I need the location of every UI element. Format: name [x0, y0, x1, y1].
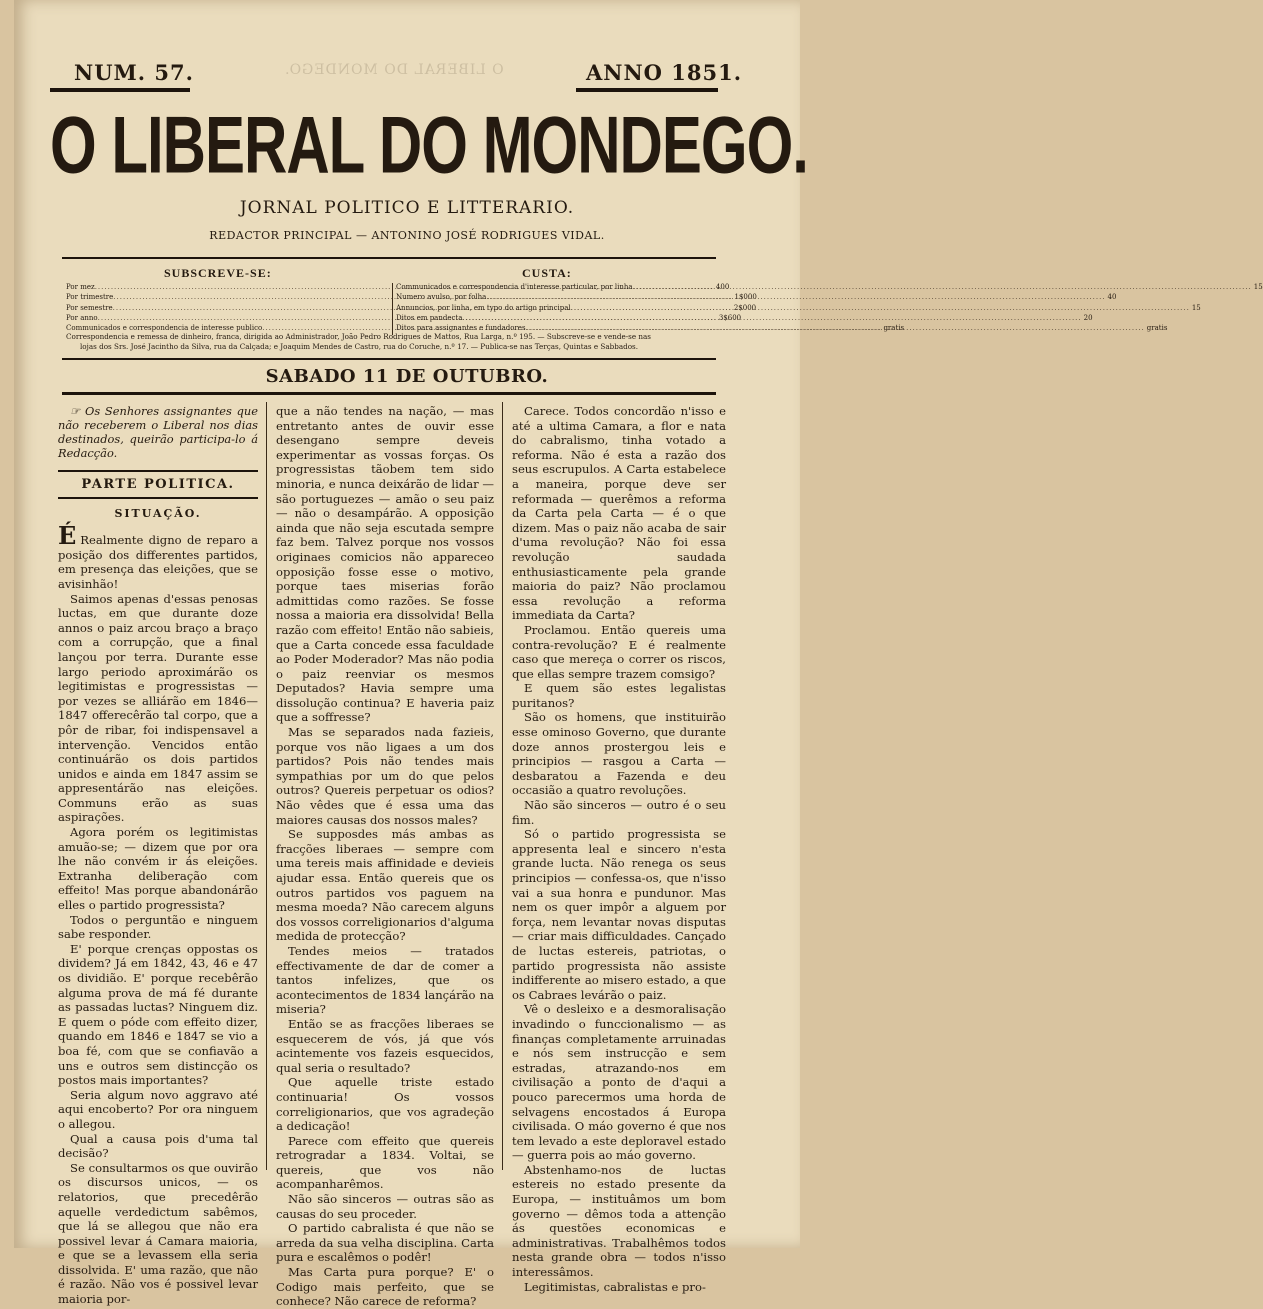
rule-below-date [62, 392, 716, 395]
paragraph: Agora porém os legitimistas amuão-se; — dizem que por ora lhe não convém ir ás eleições. Extranha deliberação com effeito! Mas porque abandonárão elles o partido progressista? [58, 825, 258, 913]
subscription-row: Por trimestre ..... 1$000 [66, 292, 388, 302]
correspondence-line: lojas dos Srs. José Jacintho da Silva, rua da Calçada; e Joaquim Mendes de Castro, rua do Coruche, n.º 17. — Publica-se nas Terças, Quintas e Sabbados. [80, 342, 639, 351]
article-title: SITUAÇÃO. [114, 506, 202, 520]
cost-row: Ditos em pandecta ..... 20 [396, 313, 724, 323]
paragraph: E' porque crenças oppostas os dividem? Já em 1842, 43, 46 e 47 os dividião. E' porque recebêrão alguma prova de má fé durante as passadas luctas? Ninguem diz. E quem o póde com effeito dizer, quando em 1846 e 1847 se vio a boa fé, com que se confiavão a uns e outros sem distincção os postos mais importantes? [58, 941, 258, 1088]
correspondence-note [66, 332, 726, 352]
column-1 [58, 404, 258, 1307]
dot-leader [633, 282, 1252, 292]
paragraph: Legitimistas, cabralistas e pro- [524, 1279, 706, 1294]
box-divider [392, 283, 393, 335]
paragraph: Que aquelle triste estado continuaria! Os vossos correligionarios, que vos agradeção a dedicação! [276, 1075, 494, 1134]
drop-cap: É [58, 521, 77, 551]
paragraph: Todos o perguntão e ninguem sabe responder. [58, 912, 258, 942]
masthead-subtitle: JORNAL POLITICO E LITTERARIO. [239, 198, 575, 218]
paragraph: que a não tendes na nação, — mas entretanto antes de ouvir esse desengano sempre deveis experimentar as vossas forças. Os progressistas tãobem tem sido minoria, e nunca deixárão de lidar — são portuguezes — amão o seu paiz — não o desampárão. A opposição ainda que não seja escutada sempre faz bem. Talvez porque nos vossos originaes comicios não appareceo opposição fosse esse o motivo, porque taes miserias forão admittidas como razões. Se fosse nossa a maioria era dissolvida! Bella razão com effeito! Então não sabieis, que a Carta concede essa faculdade ao Poder Moderador? Mas não podia o paiz reenviar os mesmos Deputados? Havia sempre uma dissolução continua? E haveria paiz que a soffresse? [276, 404, 494, 725]
section-title: PARTE POLITICA. [81, 477, 235, 492]
masthead-title: O LIBERAL DO MONDEGO. [50, 99, 808, 190]
paragraph: Não são sinceros — outras são as causas do seu proceder. [276, 1192, 494, 1221]
issue-date: SABADO 11 DE OUTUBRO. [265, 366, 549, 387]
column-divider-2 [502, 402, 503, 1170]
paragraph: Mas se separados nada fazieis, porque vos não ligaes a um dos partidos? Pois não tendes mais sympathias por um do que pelos outros? Quereis perpetuar os odios? Não vêdes que é essa uma das maiores causas dos nossos males? [276, 725, 494, 827]
paragraph: Vê o desleixo e a desmoralisação invadindo o funccionalismo — as finanças completamente arruinadas e nós sem instrucção e sem estradas, atrazando-nos em civilisação a ponto de d'aqui a pouco parecermos uma horda de selvagens encostados á Europa civilisada. O máo governo é que nos tem levado a este deploravel estado — guerra pois ao máo governo. [512, 1002, 726, 1163]
paragraph: Qual a causa pois d'uma tal decisão? [58, 1131, 258, 1161]
dot-leader [486, 292, 1105, 302]
paragraph: Parece com effeito que quereis retrogradar a 1834. Voltai, se quereis, que vos não acompanharêmos. [276, 1133, 494, 1192]
paragraph: Então se as fracções liberaes se esquecerem de vós, já que vós acintemente vos fazeis esquecidos, qual seria o resultado? [276, 1016, 494, 1075]
paragraph: Mas Carta pura porque? E' o Codigo mais perfeito, que se conhece? Não carece de reforma? [276, 1265, 494, 1309]
rule-above-subscriptions [62, 257, 716, 259]
paragraph: Se consultarmos os que ouvirão os discursos unicos, — os relatorios, que precedêrão aquelle verdedictum sabêmos, que lá se allegou que não era possivel levar á Camara maioria, e que se a levassem ella seria dissolvida. E' uma razão, que não é razão. Não vos é possivel levar maioria por- [58, 1160, 258, 1307]
paragraph: Se supposdes más ambas as fracções liberaes — sempre com uma tereis mais affinidade e devieis ajudar essa. Então quereis que os outros partidos vos paguem na mesma moeda? Não carecem alguns dos vossos correligionarios d'alguma medida de protecção? [276, 827, 494, 944]
paragraph: Proclamou. Então quereis uma contra-revolução? E é realmente caso que mereça o correr os riscos, que ellas sempre trazem comsigo? [512, 622, 726, 681]
paragraph: Só o partido progressista se appresenta leal e sincero n'esta grande lucta. Não renega os seus principios — confessa-os, que n'isso vai a sua honra e pundunor. Mas nem os quer impôr a alguem por força, nem levantar novas disputas — criar mais difficuldades. Cançado de luctas estereis, patriotas, o partido progressista não assiste indifferente ao misero estado, a que os Cabraes levárão o paiz. [512, 827, 726, 1002]
cost-row: Ditos para assignantes e fundadores ..... gratis [396, 323, 724, 333]
correspondence-line: Correspondencia e remessa de dinheiro, franca, dirigida ao Administrador, João Pedro Rodrigues de Mattos, Rua Larga, n.º 195. — Subscreve-se e vende-se nas [66, 332, 651, 341]
header-rule-right [576, 88, 718, 92]
paragraph: E quem são estes legalistas puritanos? [512, 681, 726, 710]
paragraph: Abstenhamo-nos de luctas estereis no estado presente da Europa, — instituâmos um bom governo — dêmos toda a attenção ás questões economicas e administrativas. Trabalhêmos todos nesta grande obra — todos n'isso interessâmos. [512, 1162, 726, 1280]
section-rule [58, 497, 258, 499]
cost-row: Communicados e correspondencia d'interesse particular, por linha ..... 15 [396, 282, 724, 292]
subscription-row: Por semestre ..... 2$000 [66, 303, 388, 313]
paragraph: Seria algum novo aggravo até aqui encoberto? Por ora ninguem o allegou. [58, 1087, 258, 1131]
header-rule-left [50, 88, 190, 92]
dot-leader [462, 313, 1081, 323]
paragraph: O partido cabralista é que não se arreda da sua velha disciplina. Carta pura e escalêmos o podêr! [276, 1221, 494, 1265]
subscription-row: Por mez ..... 400 [66, 282, 388, 292]
subscription-row: Por anno ..... 3$600 [66, 313, 388, 323]
paragraph: Saimos apenas d'essas penosas luctas, em que durante doze annos o paiz arcou braço a braço com a corrupção, que a final lançou por terra. Durante esse largo periodo aproximárão os legitimistas e progressistas — por vezes se alliárão em 1846—1847 offerecêrão tal corpo, que a pôr de ribar, foi indispensavel a intervenção. Vencidos então continuárão os dois partidos unidos e ainda em 1847 assim se appresentárão nas eleições. Communs erão as suas aspirações. [58, 591, 258, 825]
subscription-row: Communicados e correspondencia de interesse publico ..... gratis [66, 323, 388, 333]
paragraph: Tendes meios — tratados effectivamente de dar de comer a tantos infelizes, que os acontecimentos de 1834 lançárão na miseria? [276, 943, 494, 1017]
column-2 [276, 404, 494, 1309]
notice-rule [58, 470, 258, 472]
column-divider-1 [266, 402, 267, 1170]
column-3 [512, 404, 726, 1294]
issue-number: NUM. 57. [74, 60, 194, 85]
lead-paragraph: É Realmente digno de reparo a posição dos differentes partidos, em presença das eleições, que se avisinhão! [58, 521, 258, 591]
rule-above-date [62, 358, 716, 360]
subscriptions-heading: SUBSCREVE-SE: [164, 266, 272, 280]
newspaper-page [14, 0, 1263, 1309]
subscriber-notice: ☞ Os Senhores assignantes que não receberem o Liberal nos dias destinados, queirão participa-lo á Redacção. [58, 404, 258, 460]
paragraph: Não são sinceros — outro é o seu fim. [512, 798, 726, 827]
paragraph: Carece. Todos concordão n'isso e até a ultima Camara, a flor e nata do cabralismo, tinha votado a reforma. Não é esta a razão dos seus escrupulos. A Carta estabelece a maneira, porque deve ser reformada — querêmos a reforma da Carta pela Carta — é o que dizem. Mas o paiz não acaba de sair d'uma revolução? Não foi essa revolução saudada enthusiasticamente pela grande maioria do paiz? Não proclamou essa revolução a reforma immediata da Carta? [512, 404, 726, 623]
cost-row: Annuncios, por linha, em typo do artigo principal ..... 15 [396, 303, 724, 313]
bleed-through-text: O LIBERAL DO MONDEGO. [284, 62, 504, 78]
dot-leader [571, 303, 1190, 313]
paragraph: São os homens, que instituirão esse ominoso Governo, que durante doze annos prostergou leis e principios — rasgou a Carta — desbaratou a Fazenda e deu occasião a quatro revoluções. [512, 710, 726, 798]
issue-year: ANNO 1851. [586, 60, 743, 85]
costs-heading: CUSTA: [522, 266, 572, 280]
cost-row: Numero avulso, por folha ..... 40 [396, 292, 724, 302]
editor-line: REDACTOR PRINCIPAL — ANTONINO JOSÉ RODRIGUES VIDAL. [209, 229, 605, 242]
